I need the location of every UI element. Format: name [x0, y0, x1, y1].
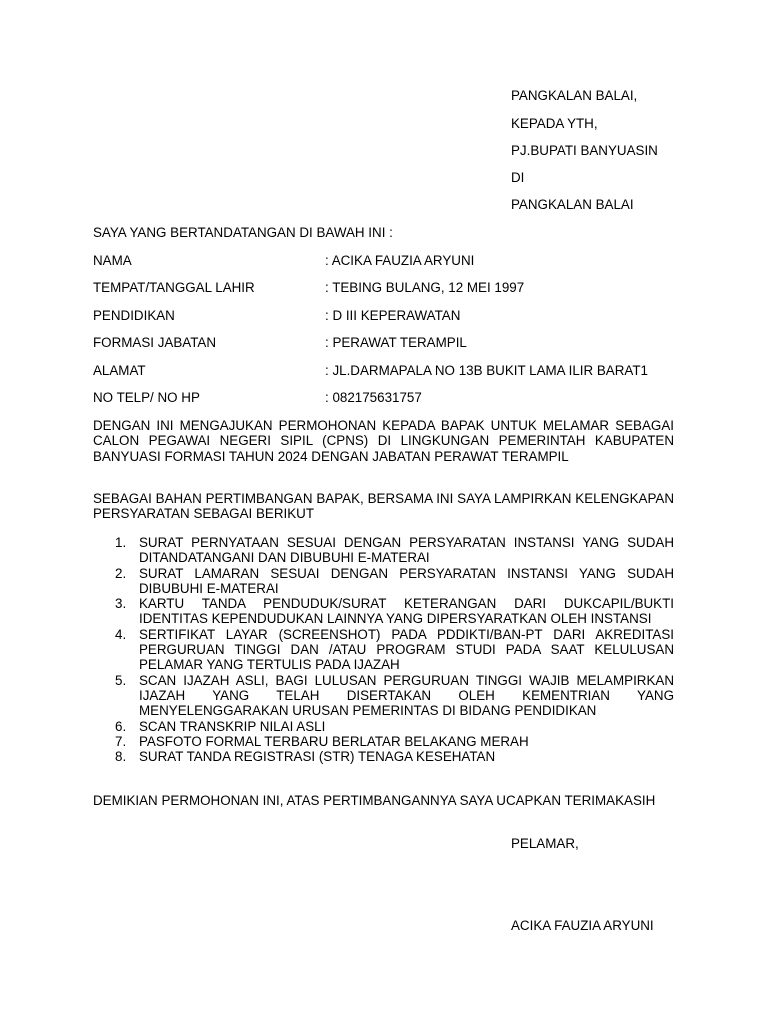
field-label: TEMPAT/TANGGAL LAHIR	[93, 280, 255, 295]
list-item: 8. SURAT TANDA REGISTRASI (STR) TENAGA KESEHATAN	[115, 749, 496, 765]
closing-paragraph: DEMIKIAN PERMOHONAN INI, ATAS PERTIMBANGANNYA SAYA UCAPKAN TERIMAKASIH	[93, 793, 656, 808]
field-value: : TEBING BULANG, 12 MEI 1997	[325, 280, 525, 295]
application-paragraph: DENGAN INI MENGAJUKAN PERMOHONAN KEPADA BAPAK UNTUK MELAMAR SEBAGAI CALON PEGAWAI NEGERI SIPIL (CPNS) DI LINGKUNGAN PEMERINTAH KABUPATEN BANYUASI FORMASI TAHUN 2024 DENGAN JABATAN PERAWAT TERAMPIL	[93, 418, 674, 464]
list-item: 3. KARTU TANDA PENDUDUK/SURAT KETERANGAN DARI DUKCAPIL/BUKTI IDENTITAS KEPENDUDUKAN LAINNYA YANG DIPERSYARATKAN OLEH INSTANSI	[115, 596, 674, 627]
place-date: PANGKALAN BALAI,	[511, 88, 638, 103]
salutation-to: KEPADA YTH,	[511, 116, 598, 131]
field-value: : ACIKA FAUZIA ARYUNI	[325, 253, 475, 268]
signer-name: ACIKA FAUZIA ARYUNI	[511, 918, 654, 933]
attachments-intro: SEBAGAI BAHAN PERTIMBANGAN BAPAK, BERSAMA INI SAYA LAMPIRKAN KELENGKAPAN PERSYARATAN SEBAGAI BERIKUT	[93, 491, 674, 522]
field-label: PENDIDIKAN	[93, 308, 175, 323]
recipient: PJ.BUPATI BANYUASIN	[511, 143, 658, 158]
field-value: : D III KEPERAWATAN	[325, 308, 461, 323]
field-value: : JL.DARMAPALA NO 13B BUKIT LAMA ILIR BARAT1	[325, 363, 648, 378]
signoff-label: PELAMAR,	[511, 836, 579, 851]
intro-text: SAYA YANG BERTANDATANGAN DI BAWAH INI :	[93, 225, 393, 240]
field-label: NO TELP/ NO HP	[93, 390, 200, 405]
field-label: FORMASI JABATAN	[93, 335, 217, 350]
list-item: 5. SCAN IJAZAH ASLI, BAGI LULUSAN PERGURUAN TINGGI WAJIB MELAMPIRKAN IJAZAH YANG TELAH DISERTAKAN OLEH KEMENTRIAN YANG MENYELENGGARAKAN URUSAN PEMERINTAS DI BIDANG PENDIDIKAN	[115, 672, 674, 719]
list-item: 2. SURAT LAMARAN SESUAI DENGAN PERSYARATAN INSTANSI YANG SUDAH DIBUBUHI E-MATERAI	[115, 565, 674, 596]
requirements-list	[93, 535, 674, 764]
field-value: : PERAWAT TERAMPIL	[325, 335, 467, 350]
list-item: 7. PASFOTO FORMAL TERBARU BERLATAR BELAKANG MERAH	[115, 733, 529, 749]
list-item: 6. SCAN TRANSKRIP NILAI ASLI	[115, 718, 326, 734]
field-label: ALAMAT	[93, 363, 146, 378]
list-item: 4. SERTIFIKAT LAYAR (SCREENSHOT) PADA PDDIKTI/BAN-PT DARI AKREDITASI PERGURUAN TINGGI DAN /ATAU PROGRAM STUDI PADA SAAT KELULUSAN PELAMAR YANG TERTULIS PADA IJAZAH	[115, 626, 674, 673]
recipient-at: DI	[511, 170, 525, 185]
recipient-city: PANGKALAN BALAI	[511, 197, 634, 212]
list-item: 1. SURAT PERNYATAAN SESUAI DENGAN PERSYARATAN INSTANSI YANG SUDAH DITANDATANGANI DAN DIBUBUHI E-MATERAI	[115, 535, 674, 566]
field-label: NAMA	[93, 253, 132, 268]
field-value: : 082175631757	[325, 390, 422, 405]
